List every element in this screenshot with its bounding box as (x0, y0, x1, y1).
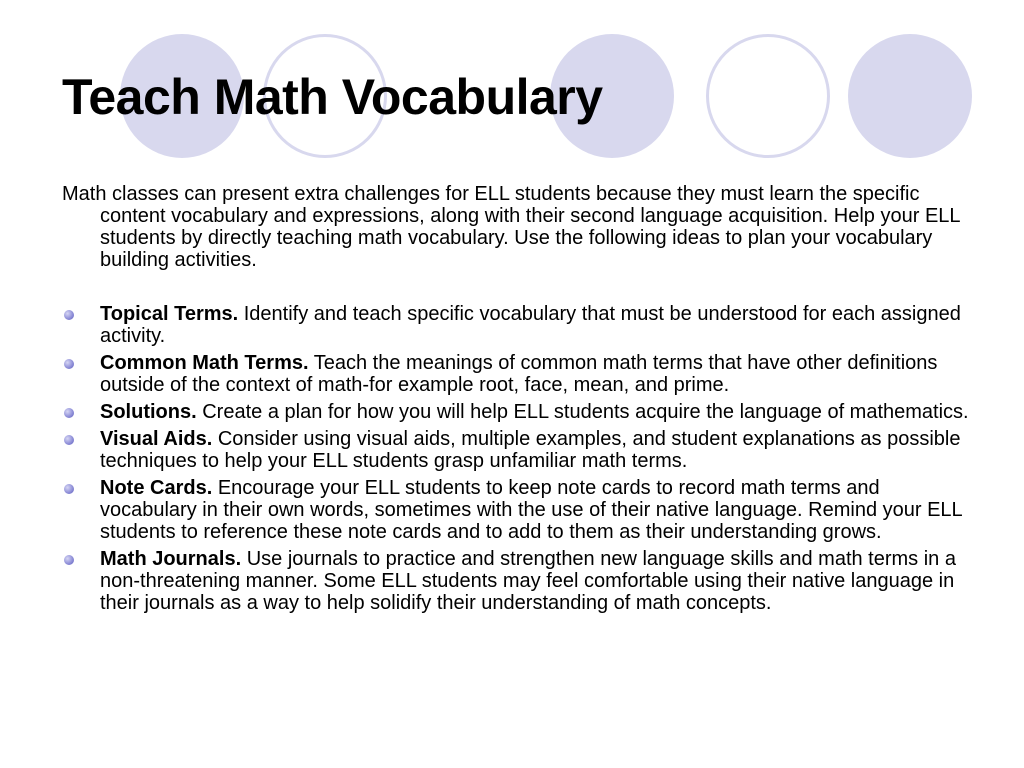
bullet-list (62, 303, 972, 619)
bullet-term: Note Cards. (100, 477, 213, 499)
bullet-term: Solutions. (100, 401, 197, 423)
bullet-icon (64, 435, 74, 445)
bullet-icon (64, 310, 74, 320)
bullet-text: Use journals to practice and strengthen new language skills and math terms in a non-threatening manner. Some ELL students may feel comfortable using their native language in their journals as a way to help solidify their understanding of math concepts. (100, 548, 956, 614)
decorative-circle (706, 34, 830, 158)
slide-title: Teach Math Vocabulary (62, 69, 603, 125)
bullet-item (62, 303, 972, 347)
bullet-term: Topical Terms. (100, 303, 239, 325)
bullet-icon (64, 555, 74, 565)
bullet-icon (64, 484, 74, 494)
bullet-term: Common Math Terms. (100, 352, 309, 374)
bullet-term: Visual Aids. (100, 428, 213, 450)
bullet-item (62, 352, 972, 396)
bullet-item (62, 548, 972, 614)
bullet-item (62, 428, 972, 472)
bullet-text: Create a plan for how you will help ELL students acquire the language of mathematics. (202, 401, 969, 423)
bullet-text: Identify and teach specific vocabulary that must be understood for each assigned activity. (100, 303, 961, 347)
bullet-text: Teach the meanings of common math terms that have other definitions outside of the context of math-for example root, face, mean, and prime. (100, 352, 938, 396)
bullet-text: Consider using visual aids, multiple examples, and student explanations as possible techniques to help your ELL students grasp unfamiliar math terms. (100, 428, 961, 472)
bullet-text: Encourage your ELL students to keep note cards to record math terms and vocabulary in their own words, sometimes with the use of their native language. Remind your ELL students to reference these note cards and to add to them as their understanding grows. (100, 477, 962, 543)
intro-paragraph: Math classes can present extra challenges for ELL students because they must learn the specific content vocabulary and expressions, along with their second language acquisition. Help your ELL students by directly teaching math vocabulary. Use the following ideas to plan your vocabulary building activities. (62, 183, 960, 271)
bullet-item (62, 401, 972, 423)
bullet-icon (64, 408, 74, 418)
bullet-icon (64, 359, 74, 369)
bullet-item (62, 477, 972, 543)
bullet-term: Math Journals. (100, 548, 242, 570)
decorative-circle (848, 34, 972, 158)
